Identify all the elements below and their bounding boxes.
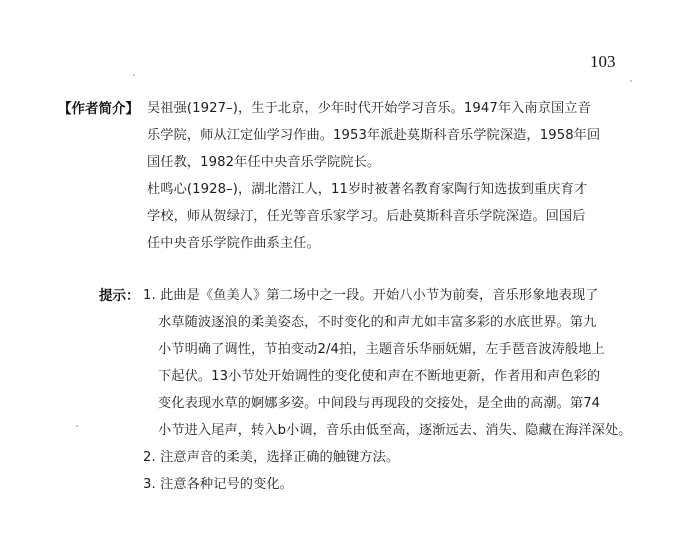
author-intro-line: 国任教，1982年任中央音乐学院院长。: [147, 155, 381, 170]
hint-item-2-line: 2. 注意声音的柔美，选择正确的触键方法。: [143, 450, 400, 465]
hint-item-1-line: 1. 此曲是《鱼美人》第二场中之一段。开始八小节为前奏，音乐形象地表现了: [143, 288, 599, 303]
author-intro-label: 【作者简介】: [58, 101, 139, 117]
author-intro-line: 学校，师从贺绿汀，任光等音乐家学习。后赴莫斯科音乐学院深造。回国后: [147, 209, 586, 224]
hint-item-1-line: 小节进入尾声，转入b小调，音乐由低至高，逐渐远去、消失、隐藏在海洋深处。: [158, 423, 632, 438]
hint-item-1-line: 变化表现水草的婀娜多姿。中间段与再现段的交接处，是全曲的高潮。第74: [158, 396, 601, 411]
author-intro-line: 任中央音乐学院作曲系主任。: [147, 236, 320, 251]
page-number: 103: [590, 52, 616, 71]
hint-item-1-line: 小节明确了调性，节拍变动2/4拍，主题音乐华丽妩媚，左手琶音波涛般地上: [158, 342, 605, 357]
scan-speck: [133, 74, 135, 76]
hint-item-3-line: 3. 注意各种记号的变化。: [143, 477, 293, 492]
scan-speck: [76, 425, 78, 427]
author-intro-line: 吴祖强(1927–)，生于北京，少年时代开始学习音乐。1947年入南京国立音: [147, 101, 591, 116]
hints-label: 提示：: [99, 288, 140, 304]
hint-item-1-line: 水草随波逐浪的柔美姿态，不时变化的和声尤如丰富多彩的水底世界。第九: [158, 315, 597, 330]
scan-speck: [630, 80, 632, 82]
author-intro-line: 乐学院，师从江定仙学习作曲。1953年派赴莫斯科音乐学院深造，1958年回: [147, 128, 601, 143]
hint-item-1-line: 下起伏。13小节处开始调性的变化使和声在不断地更新，作者用和声色彩的: [158, 369, 601, 384]
author-intro-line: 杜鸣心(1928–)，湖北潜江人，11岁时被著名教育家陶行知选拔到重庆育才: [147, 182, 588, 197]
